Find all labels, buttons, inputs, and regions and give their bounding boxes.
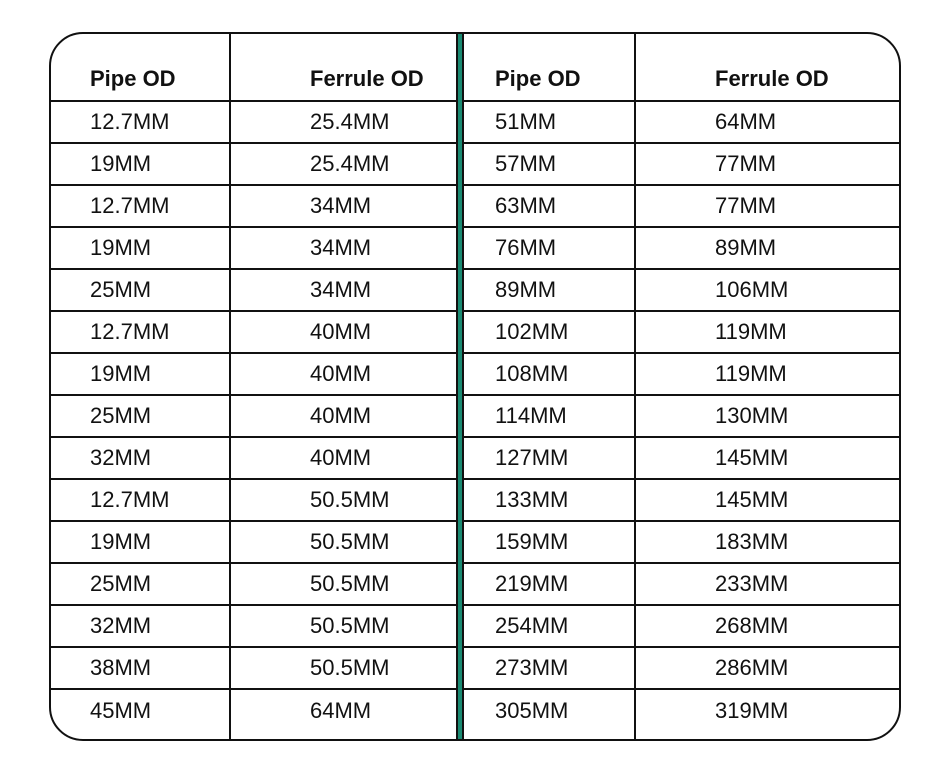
table-cell: 12.7MM <box>90 487 170 512</box>
table-cell: 34MM <box>310 277 372 302</box>
table-cell: 50.5MM <box>310 487 390 512</box>
table-cell: 19MM <box>90 361 152 386</box>
table-cell: 145MM <box>715 445 789 470</box>
table-cell: 50.5MM <box>310 655 390 680</box>
column-header: Ferrule OD <box>310 66 424 91</box>
table-cell: 12.7MM <box>90 193 170 218</box>
column-line-3 <box>634 34 636 739</box>
table-cell: 25.4MM <box>310 109 390 134</box>
table-cell: 159MM <box>495 529 569 554</box>
table-row <box>51 102 899 144</box>
table-cell: 319MM <box>715 698 789 723</box>
table-cell: 76MM <box>495 235 557 260</box>
table-row <box>51 186 899 228</box>
table-cell: 19MM <box>90 151 152 176</box>
table-row <box>51 270 899 312</box>
column-header: Pipe OD <box>90 66 176 91</box>
table-cell: 50.5MM <box>310 529 390 554</box>
table-cell: 19MM <box>90 235 152 260</box>
table-cell: 106MM <box>715 277 789 302</box>
table-row <box>51 480 899 522</box>
table-cell: 114MM <box>495 403 567 428</box>
table-row <box>51 396 899 438</box>
table-cell: 233MM <box>715 571 789 596</box>
table-row <box>51 606 899 648</box>
table-cell: 286MM <box>715 655 789 680</box>
table-cell: 38MM <box>90 655 152 680</box>
table-cell: 89MM <box>715 235 777 260</box>
table-cell: 77MM <box>715 151 777 176</box>
table-cell: 183MM <box>715 529 789 554</box>
table-cell: 34MM <box>310 235 372 260</box>
center-divider <box>456 34 464 739</box>
table-cell: 130MM <box>715 403 789 428</box>
table-cell: 45MM <box>90 698 152 723</box>
table-cell: 219MM <box>495 571 569 596</box>
header-row <box>51 34 899 102</box>
table-row <box>51 564 899 606</box>
table-cell: 40MM <box>310 361 372 386</box>
table-row <box>51 438 899 480</box>
table-cell: 19MM <box>90 529 152 554</box>
table-grid <box>51 34 899 739</box>
table-cell: 25.4MM <box>310 151 390 176</box>
table-row <box>51 228 899 270</box>
table-cell: 34MM <box>310 193 372 218</box>
table-cell: 12.7MM <box>90 109 170 134</box>
table-cell: 127MM <box>495 445 569 470</box>
table-cell: 145MM <box>715 487 789 512</box>
table-cell: 133MM <box>495 487 569 512</box>
table-cell: 25MM <box>90 403 152 428</box>
table-cell: 64MM <box>310 698 372 723</box>
table-row <box>51 522 899 564</box>
table-row <box>51 648 899 690</box>
table-cell: 57MM <box>495 151 557 176</box>
table-row <box>51 312 899 354</box>
table-cell: 305MM <box>495 698 569 723</box>
table-cell: 40MM <box>310 403 372 428</box>
table-row <box>51 690 899 732</box>
table-cell: 77MM <box>715 193 777 218</box>
table-cell: 119MM <box>715 361 787 386</box>
table-cell: 12.7MM <box>90 319 170 344</box>
table-cell: 51MM <box>495 109 557 134</box>
table-cell: 89MM <box>495 277 557 302</box>
table-cell: 40MM <box>310 319 372 344</box>
table-cell: 40MM <box>310 445 372 470</box>
table-cell: 273MM <box>495 655 569 680</box>
table-cell: 254MM <box>495 613 569 638</box>
column-header: Pipe OD <box>495 66 581 91</box>
table-cell: 50.5MM <box>310 613 390 638</box>
table-cell: 102MM <box>495 319 569 344</box>
table-cell: 63MM <box>495 193 557 218</box>
table-cell: 108MM <box>495 361 569 386</box>
table-cell: 25MM <box>90 571 152 596</box>
table-cell: 32MM <box>90 445 152 470</box>
table-cell: 32MM <box>90 613 152 638</box>
table-cell: 50.5MM <box>310 571 390 596</box>
column-header: Ferrule OD <box>715 66 829 91</box>
table-cell: 64MM <box>715 109 777 134</box>
table-row <box>51 144 899 186</box>
table-row <box>51 354 899 396</box>
table-cell: 268MM <box>715 613 789 638</box>
table-cell: 25MM <box>90 277 152 302</box>
size-table <box>49 32 901 741</box>
column-line-1 <box>229 34 231 739</box>
table-cell: 119MM <box>715 319 787 344</box>
